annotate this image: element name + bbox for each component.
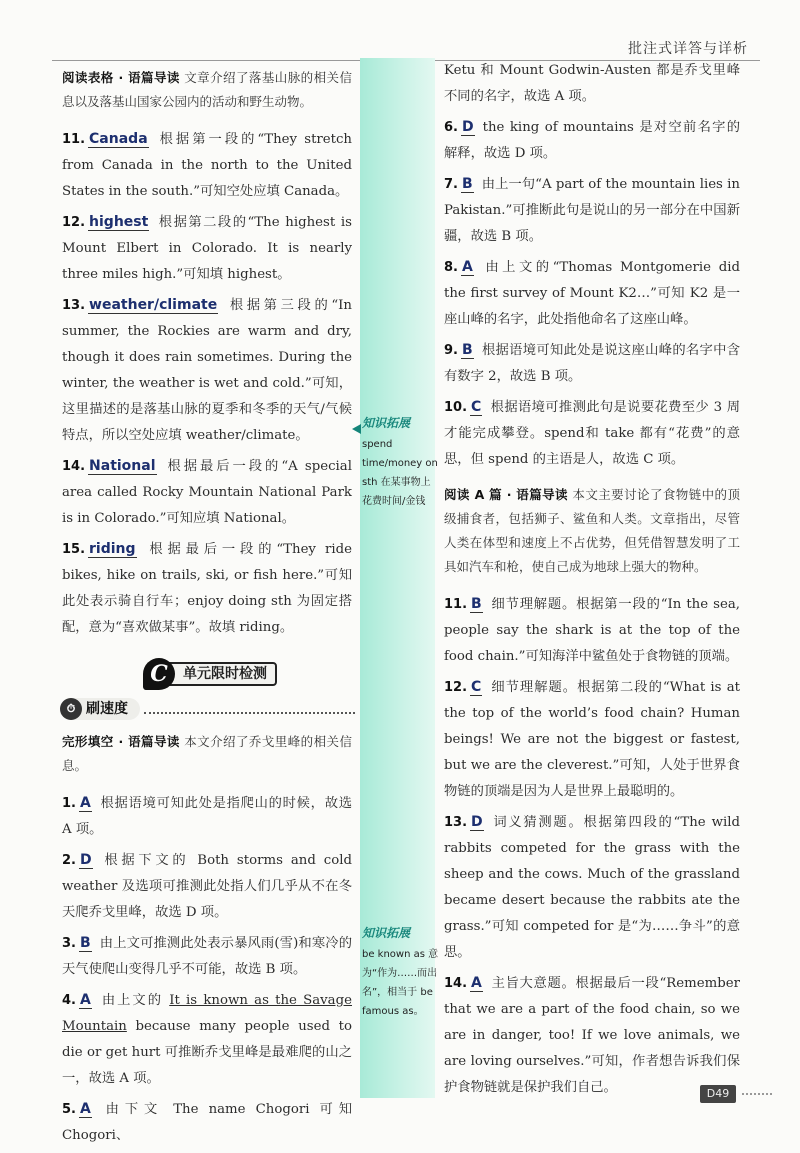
stopwatch-icon: ⏱ (60, 698, 82, 720)
answer-item-3: 3. B 由上文可推测此处表示暴风雨(雪)和寒冷的天气使爬山变得几乎不可能，故选 B 项。 (62, 935, 352, 977)
knowledge-note-1 (362, 414, 440, 511)
answer-key: B (79, 935, 91, 951)
reading-text: 本文主要讨论了食物链中的顶级捕食者，包括狮子、鲨鱼和人类。文章指出，尽管人类在体型和速度上不占优势，但凭借智慧发明了工具如汽车和枪，使自己成为地球上强大的物种。 (444, 487, 740, 574)
right-column (444, 58, 740, 1105)
left-column (62, 66, 352, 645)
intro-label: 阅读表格 · 语篇导读 (62, 70, 180, 85)
note-text: be known as 意为“作为……而出名”，相当于 be famous as。 (362, 949, 439, 1017)
answer-key: Canada (89, 131, 148, 147)
answer-key: A (471, 975, 482, 991)
answer-key: B (461, 176, 473, 192)
cloze-intro (62, 730, 352, 778)
answer-key: A (79, 1101, 91, 1117)
answer-item-r14: 14. A 主旨大意题。根据最后一段“Remember that we are a part of the food chain, so we are in danger, too! If we love animals, we are loving ourselves.”可知，作者想告诉我们保护食物链就是保护我们自己。 (444, 975, 740, 1095)
answer-key: D (471, 814, 483, 830)
answer-key: A (79, 795, 91, 811)
answer-key: D (461, 119, 474, 135)
answer-key: A (79, 992, 91, 1008)
answer-item-12: 12. highest 根据第二段的“The highest is Mount Elbert in Colorado. It is nearly three miles high.”可知填 highest。 (62, 214, 352, 282)
answer-item-2: 2. D 根据下文的 Both storms and cold weather 及选项可推测此处指人们几乎从不在冬天爬乔戈里峰，故选 D 项。 (62, 852, 352, 920)
answer-item-15: 15. riding 根据最后一段的“They ride bikes, hike on trails, ski, or fish here.”可知此处表示骑自行车；enjoy doing sth 为固定搭配，意为“喜欢做某事”。故填 riding。 (62, 541, 352, 635)
dotted-divider (144, 712, 355, 714)
answer-key: C (471, 399, 482, 415)
answer-item-13: 13. weather/climate 根据第三段的“In summer, the Rockies are warm and dry, though it does rain sometimes. During the winter, the weather is wet and cold.”可知，这里描述的是落基山脉的夏季和冬季的天气/气候特点，所以空处应填 weather/climate。 (62, 297, 352, 443)
page-header-title: 批注式详答与详析 (628, 41, 748, 57)
answer-item-14: 14. National 根据最后一段的“A special area called Rocky Mountain National Park is in Colorado.”可知应填 National。 (62, 458, 352, 526)
answer-item-11: 11. Canada 根据第一段的“They stretch from Canada in the north to the United States in the south.”可知空处应填 Canada。 (62, 131, 352, 199)
answer-item-9: 9. B 根据语境可知此处是说这座山峰的名字中含有数字 2，故选 B 项。 (444, 342, 740, 384)
page-dots (742, 1093, 772, 1095)
speed-label: 刷速度 (86, 701, 128, 717)
answer-key: National (89, 458, 156, 474)
cloze-label: 完形填空 · 语篇导读 (62, 734, 180, 749)
note-text: spend time/money on sth 在某事物上花费时间/金钱 (362, 439, 438, 507)
reading-a-intro (444, 483, 740, 579)
cloze-text: 本文介绍了乔戈里峰的相关信息。 (62, 734, 352, 773)
answer-item-5-continued: Ketu 和 Mount Godwin-Austen 都是乔戈里峰不同的名字，故选 A 项。 (444, 63, 740, 104)
answer-item-7: 7. B 由上一句“A part of the mountain lies in Pakistan.”可推断此句是说山的另一部分在中国新疆，故选 B 项。 (444, 176, 740, 244)
answer-key: highest (89, 214, 149, 230)
answer-item-8: 8. A 由上文的“Thomas Montgomerie did the first survey of Mount K2…”可知 K2 是一座山峰的名字，此处指他命名了这座山峰。 (444, 259, 740, 327)
table-reading-intro (62, 66, 352, 114)
answer-item-r12: 12. C 细节理解题。根据第二段的“What is at the top of the world’s food chain? Human beings! We are not the biggest or fastest, but we are the cleverest.”可知，人处于世界食物链的顶端是因为人是世界上最聪明的。 (444, 679, 740, 799)
answer-item-r13: 13. D 词义猜测题。根据第四段的“The wild rabbits competed for the grass with the sheep and the cows. Much of the grassland became desert because the rabbits ate the grass.”可知 competed for 是“为……争斗”的意思。 (444, 814, 740, 960)
reading-label: 阅读 A 篇 · 语篇导读 (444, 487, 568, 502)
answer-key: A (461, 259, 473, 275)
intro-text: 文章介绍了落基山脉的相关信息以及落基山国家公园内的活动和野生动物。 (62, 70, 352, 109)
answer-key: weather/climate (89, 297, 218, 313)
answer-key: B (471, 596, 482, 612)
section-c-icon: C (143, 658, 175, 690)
answer-key: B (461, 342, 473, 358)
left-column-lower (62, 730, 352, 1153)
answer-key: D (79, 852, 92, 868)
section-banner (147, 662, 277, 686)
speed-badge (60, 698, 140, 720)
note-title: 知识拓展 (362, 926, 411, 940)
answer-key: C (471, 679, 482, 695)
speed-practice-row (60, 698, 355, 720)
underlined-phrase: It is known as the Savage Mountain (62, 993, 352, 1034)
answer-item-5: 5. A 由下文 The name Chogori 可知 Chogori、 (62, 1101, 352, 1143)
answer-item-4: 4. A 由上文的 It is known as the Savage Mountain because many people used to die or get hurt 可推断乔戈里峰是最难爬的山之一，故选 A 项。 (62, 992, 352, 1086)
section-banner-label: 单元限时检测 (183, 666, 267, 682)
answer-item-6: 6. D the king of mountains 是对空前名字的解释，故选 D 项。 (444, 119, 740, 161)
knowledge-note-2 (362, 924, 440, 1021)
answer-item-10: 10. C 根据语境可推测此句是说要花费至少 3 周才能完成攀登。spend和 take 都有“花费”的意思，但 spend 的主语是人，故选 C 项。 (444, 399, 740, 467)
answer-key: riding (89, 541, 136, 557)
answer-item-1: 1. A 根据语境可知此处是指爬山的时候，故选 A 项。 (62, 795, 352, 837)
note-title: 知识拓展 (362, 416, 411, 430)
answer-item-r11: 11. B 细节理解题。根据第一段的“In the sea, people say the shark is at the top of the food chain.”可知海洋中鲨鱼处于食物链的顶端。 (444, 596, 740, 664)
note-arrow-icon (352, 424, 361, 434)
page-number: D49 (700, 1085, 736, 1103)
